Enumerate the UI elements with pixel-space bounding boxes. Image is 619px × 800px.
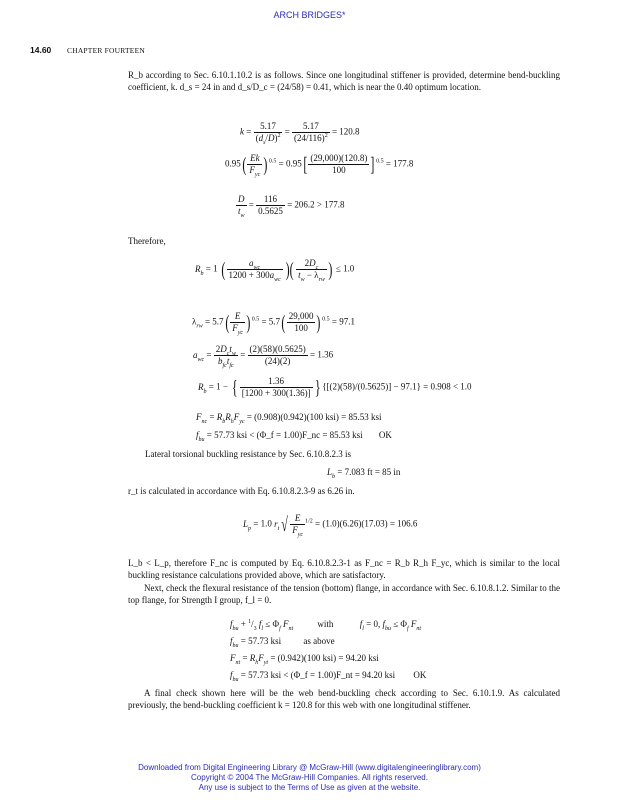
tension-check: = 57.73 ksi < (Φ_f = 1.00)F_nt = 94.20 ksi: [240, 670, 396, 680]
rb-numerator: 1.36: [240, 376, 313, 388]
equation-rb: $R_b = 1$ ( $\frac{a_{wc}}{1200 + 300a_{wc}}$ )( $\frac{2D_c}{t_w - \lambda_{rw}}$ ) ≤ 1.0: [195, 258, 355, 283]
equation-lp: $L_p = 1.0$ $r_t$ √ $\frac{E}{F_{yc}}$ $^{1/2}$ = (1.0)(6.26)(17.03) = 106.6: [243, 513, 418, 538]
lp-result: = (1.0)(6.26)(17.03) = 106.6: [315, 518, 418, 529]
web-slenderness-result: = 206.2 > 177.8: [287, 199, 345, 210]
equation-slenderness-limit: 0.95( $\frac{Ek}{F_{yc}}$ )$^{0.5}$ = 0.95[ $\frac{(29,000)(120.8)}{100}$ ]$^{0.5}$ = 177.8: [225, 153, 414, 178]
web-depth: 116: [256, 194, 285, 206]
equation-inner-numerator: (29,000)(120.8): [310, 153, 368, 163]
equation-lambda-rw: $\lambda_{rw} = 5.7$( $\frac{E}{F_{yc}}$ )$^{0.5}$ = 5.7( $\frac{29,000}{100}$ )$^{0.5}$ = 97.1: [192, 311, 355, 336]
equation-inner-denominator: 100: [332, 165, 346, 175]
footer-line-1[interactable]: Downloaded from Digital Engineering Library @ McGraw-Hill (www.digitalengineeringlibrary.com): [138, 763, 481, 772]
lambda-numerator: 29,000: [288, 311, 314, 321]
footer-line-3[interactable]: Any use is subject to the Terms of Use as given at the website.: [198, 783, 421, 792]
web-thickness: 0.5625: [258, 206, 283, 216]
paragraph-tension-flange: Next, check the flexural resistance of the tension (bottom) flange, in accordance with Sec. 6.10.8.1.2. Similar to the top flange, for Strength I group, f_l = 0.: [128, 583, 560, 605]
awc-numerator: (2)(58)(0.5625): [249, 344, 306, 354]
with-label: with: [317, 619, 334, 629]
paragraph-lb-lp: L_b < L_p, therefore F_nc is computed by Eq. 6.10.8.2.3-1 as F_nc = R_b R_h F_yc, which is similar to the local buckling resistance calculations provided above, which are satisfactory.: [128, 558, 560, 580]
lambda-result: = 97.1: [331, 316, 355, 327]
fnc-result: = (0.908)(0.942)(100 ksi) = 85.53 ksi: [246, 412, 382, 422]
awc-result: = 1.36: [310, 349, 334, 360]
lateral-torsional-text: Lateral torsional buckling resistance by Sec. 6.10.8.2.3 is: [145, 449, 351, 459]
rb-limit: ≤ 1.0: [335, 263, 355, 274]
equation-web-slenderness: $\frac{D}{t_w}$ = $\frac{116}{0.5625}$ = 206.2 > 177.8: [238, 194, 345, 219]
rb-numeric-result: {[(2)(58)/(0.5625)] − 97.1} = 0.908 < 1.0: [322, 381, 472, 392]
chapter-heading: CHAPTER FOURTEEN: [67, 46, 145, 55]
as-above-note: as above: [303, 636, 335, 646]
paragraph-final-check: A final check shown here will be the web bend-buckling check according to Sec. 6.10.1.9. As calculated previously, the bend-buckling coefficient k = 120.8 for this web with one longitudinal stiffener.: [128, 688, 560, 710]
fbu-result: = 57.73 ksi < (Φ_f = 1.00)F_nc = 85.53 ksi: [206, 430, 363, 440]
equation-k: k = $\frac{5.17}{(d_s/D)^2}$ = $\frac{5.17}{(24/116)^2}$ = 120.8: [240, 121, 360, 146]
equation-tension-4: $f_{bu} = 57.73$ ksi < (Φ_f = 1.00)F_nt = 94.20 ksi OK: [230, 670, 427, 683]
therefore-label: Therefore,: [128, 236, 166, 246]
equation-exponent: 0.5: [376, 158, 384, 165]
lambda-denominator: 100: [294, 323, 308, 333]
book-title: ARCH BRIDGES*: [273, 10, 346, 20]
awc-denominator: (24)(2): [264, 356, 291, 366]
equation-fbu: $f_{bu} = 57.73$ ksi < (Φ_f = 1.00)F_nc = 85.53 ksi OK: [196, 430, 392, 443]
equation-tension-1: $f_{bu} + ^1/_3$ $f_l \le \Phi_f$ $F_{nt}$ with $f_l = 0$, $f_{bu} \le \Phi_f$ $F_{nt}$: [230, 619, 422, 632]
tension-fbu: = 57.73 ksi: [240, 636, 282, 646]
download-footer: [0, 763, 619, 793]
check-ok-1: OK: [378, 430, 392, 440]
k-result: = 120.8: [331, 126, 360, 137]
equation-tension-3: $F_{nt} = R_hF_{yt} = (0.942)(100$ ksi) = 94.20 ksi: [230, 653, 379, 666]
page-number: 14.60: [30, 45, 52, 55]
equation-lb: $L_b = 7.083$ ft = 85 in: [327, 467, 401, 480]
equation-rb-numeric: $R_b = 1$ − { $\frac{1.36}{[1200 + 300(1.36)]}$ } {[(2)(58)/(0.5625)] − 97.1} = 0.908 < 1.0: [198, 376, 472, 399]
equation-awc: $a_{wc}$ = $\frac{2D_ct_w}{b_{fc}t_{fc}}$ = $\frac{(2)(58)(0.5625)}{(24)(2)}$ = 1.36: [193, 344, 334, 369]
paragraph-rb-intro: R_b according to Sec. 6.10.1.10.2 is as follows. Since one longitudinal stiffener is provided, determine bend-buckling coefficient, k. d_s = 24 in and d_s/D_c = (24/58) = 0.41, which is near the 0.40 optimum location.: [128, 70, 560, 92]
lb-result: = 7.083 ft = 85 in: [337, 467, 401, 477]
k-numerator-2: 5.17: [292, 121, 330, 133]
rt-text: r_t is calculated in accordance with Eq. 6.10.8.2.3-9 as 6.26 in.: [128, 486, 355, 496]
footer-line-2: Copyright © 2004 The McGraw-Hill Companies. All rights reserved.: [191, 773, 428, 782]
slenderness-limit-result: = 177.8: [385, 158, 414, 169]
equation-fnc: $F_{nc} = R_bR_hF_{yc} = (0.908)(0.942)(100$ ksi) = 85.53 ksi: [196, 412, 382, 425]
rb-denominator: [1200 + 300(1.36)]: [241, 388, 311, 398]
check-ok-2: OK: [413, 670, 427, 680]
tension-fnt: = (0.942)(100 ksi) = 94.20 ksi: [270, 653, 379, 663]
equation-tension-2: $f_{bu} = 57.73$ ksi as above: [230, 636, 335, 649]
k-numerator: 5.17: [254, 121, 283, 133]
